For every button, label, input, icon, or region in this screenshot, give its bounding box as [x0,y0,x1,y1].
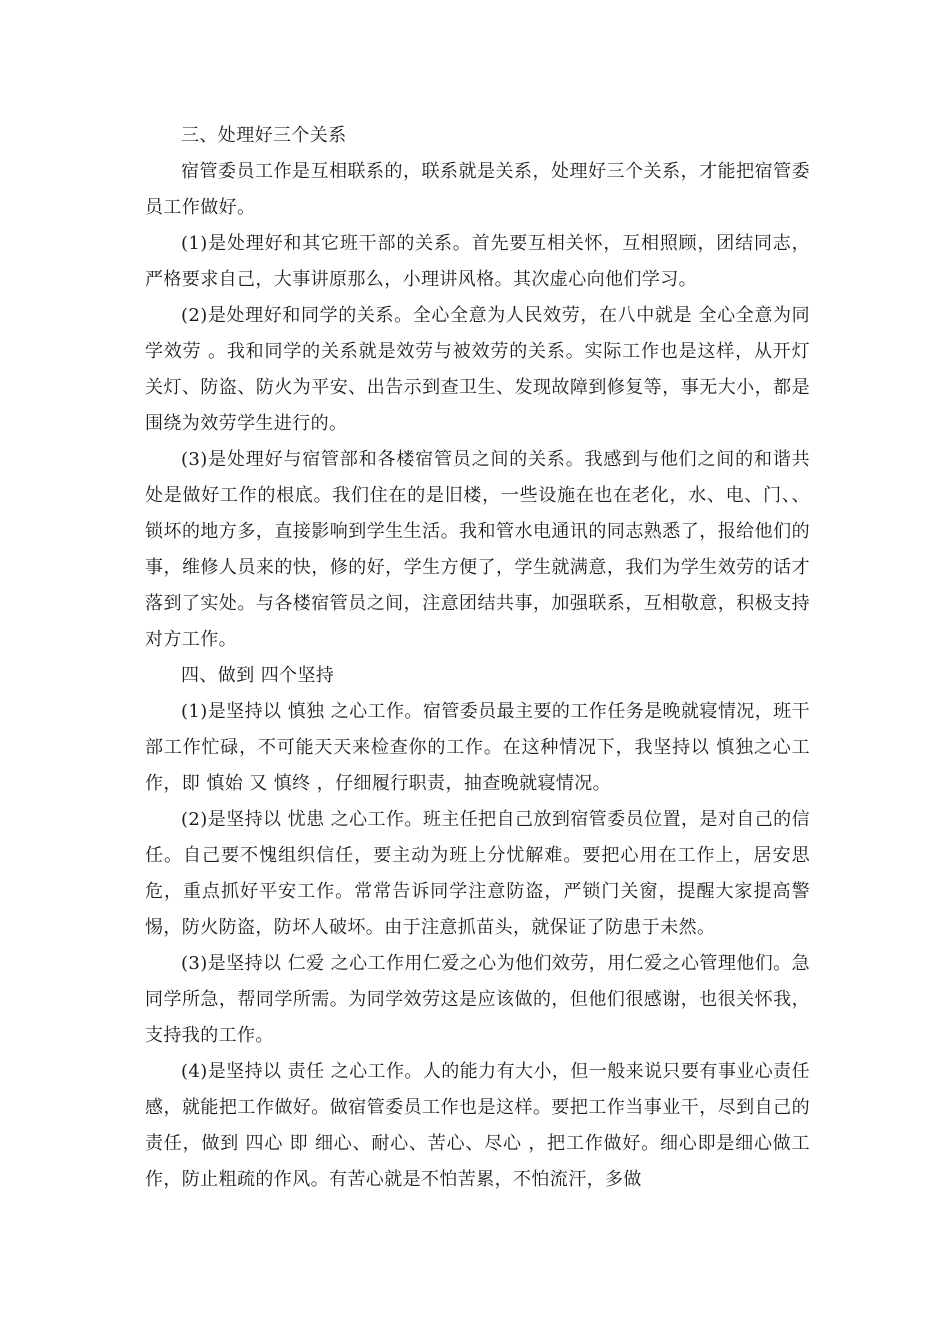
paragraph-persistence-3: (3)是坚持以 仁爱 之心工作用仁爱之心为他们效劳，用仁爱之心管理他们。急同学所急，帮同学所需。为同学效劳这是应该做的，但他们很感谢，也很关怀我，支持我的工作。 [145,953,810,1046]
paragraph-relationship-2: (2)是处理好和同学的关系。全心全意为人民效劳，在八中就是 全心全意为同学效劳 。我和同学的关系就是效劳与被效劳的关系。实际工作也是这样，从开灯关灯、防盗、防火为平安、出告示到查卫生、发现故障到修复等，事无大小，都是围绕为效劳学生进行的。 [145,305,810,434]
paragraph-persistence-1: (1)是坚持以 慎独 之心工作。宿管委员最主要的工作任务是晚就寝情况，班干部工作忙碌，不可能天天来检查你的工作。在这种情况下，我坚持以 慎独之心工作，即 慎始 又 慎终 ，仔细履行职责，抽查晚就寝情况。 [145,701,810,794]
document-body [145,118,810,1198]
section-heading-four-persistences: 四、做到 四个坚持 [181,665,335,686]
paragraph-intro-relationships: 宿管委员工作是互相联系的，联系就是关系，处理好三个关系，才能把宿管委员工作做好。 [145,161,810,218]
paragraph-persistence-4: (4)是坚持以 责任 之心工作。人的能力有大小，但一般来说只要有事业心责任感，就能把工作做好。做宿管委员工作也是这样。要把工作当事业干，尽到自己的责任，做到 四心 即 细心、耐心、苦心、尽心 ，把工作做好。细心即是细心做工作，防止粗疏的作风。有苦心就是不怕苦累，不怕流汗，多做 [145,1061,810,1190]
paragraph-relationship-3: (3)是处理好与宿管部和各楼宿管员之间的关系。我感到与他们之间的和谐共处是做好工作的根底。我们住在的是旧楼，一些设施在也在老化，水、电、门、、锁坏的地方多，直接影响到学生生活。我和管水电通讯的同志熟悉了，报给他们的事，维修人员来的快，修的好，学生方便了，学生就满意，我们为学生效劳的话才落到了实处。与各楼宿管员之间，注意团结共事，加强联系，互相敬意，积极支持对方工作。 [145,449,810,650]
paragraph-persistence-2: (2)是坚持以 忧患 之心工作。班主任把自己放到宿管委员位置，是对自己的信任。自己要不愧组织信任，要主动为班上分忧解难。要把心用在工作上，居安思危，重点抓好平安工作。常常告诉同学注意防盗，严锁门关窗，提醒大家提高警惕，防火防盗，防坏人破坏。由于注意抓苗头，就保证了防患于未然。 [145,809,810,938]
section-heading-three-relationships: 三、处理好三个关系 [181,125,347,146]
paragraph-relationship-1: (1)是处理好和其它班干部的关系。首先要互相关怀，互相照顾，团结同志，严格要求自己，大事讲原那么，小理讲风格。其次虚心向他们学习。 [145,233,810,290]
